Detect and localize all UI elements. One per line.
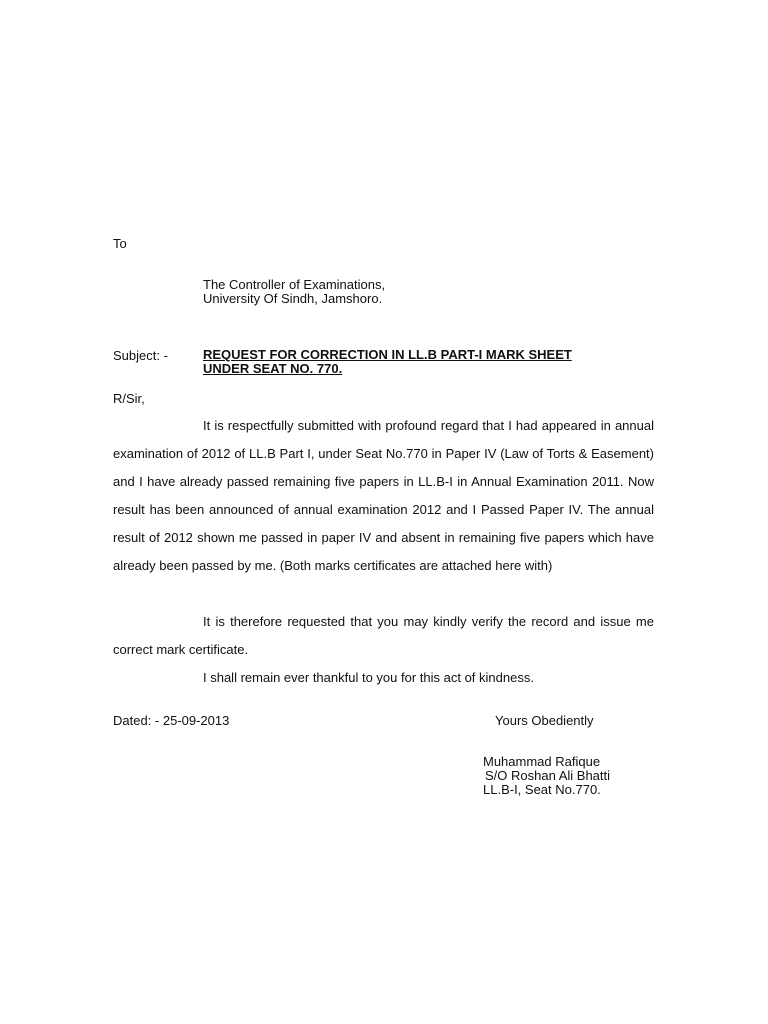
- body-paragraph-2: It is therefore requested that you may kindly verify the record and issue me correct mark certificate.: [113, 614, 654, 657]
- signature-block: [483, 755, 610, 797]
- addressee-block: [203, 278, 385, 306]
- body-paragraph-3: I shall remain ever thankful to you for this act of kindness.: [203, 670, 534, 685]
- date-line: Dated: - 25-09-2013: [113, 713, 230, 728]
- body-paragraph-1: It is respectfully submitted with profound regard that I had appeared in annual examination of 2012 of LL.B Part I, under Seat No.770 in Paper IV (Law of Torts & Easement) and I have already passed remaining five papers in LL.B-I in Annual Examination 2011. Now result has been announced of annual examination 2012 and I Passed Paper IV. The annual result of 2012 shown me passed in paper IV and absent in remaining five papers which have already been passed by me. (Both marks certificates are attached here with): [113, 418, 654, 573]
- subject-heading: [203, 348, 572, 376]
- addressee-line-2: University Of Sindh, Jamshoro.: [203, 291, 383, 306]
- to-label: To: [113, 236, 127, 251]
- subject-line-2: UNDER SEAT NO. 770.: [203, 361, 343, 376]
- salutation: R/Sir,: [113, 391, 145, 406]
- subject-label: Subject: -: [113, 348, 168, 363]
- signature-seat: LL.B-I, Seat No.770.: [483, 782, 601, 797]
- signature-name: Muhammad Rafique: [483, 754, 601, 769]
- subject-line-1: REQUEST FOR CORRECTION IN LL.B PART-I MARK SHEET: [203, 347, 572, 362]
- signature-parent: S/O Roshan Ali Bhatti: [485, 768, 611, 783]
- closing: Yours Obediently: [495, 713, 594, 728]
- addressee-line-1: The Controller of Examinations,: [203, 277, 386, 292]
